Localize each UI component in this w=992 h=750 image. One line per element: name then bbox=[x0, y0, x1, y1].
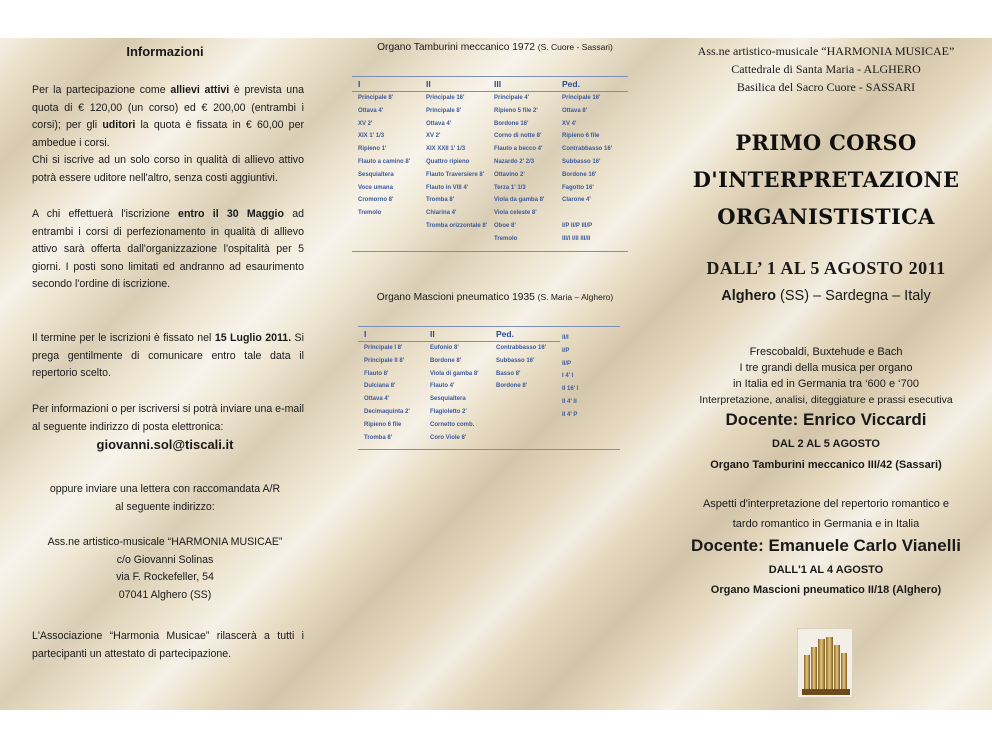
stop-name: Decimaquinta 2' bbox=[364, 408, 410, 415]
stop-name: Bordone 8' bbox=[430, 357, 462, 364]
deadline-text-2: Si prega gentilmente di comunicare entro tale data il repertorio scelto. bbox=[32, 332, 304, 380]
stop-name: Nazardo 2' 2/3 bbox=[494, 158, 535, 165]
stop-name: Basso 8' bbox=[496, 370, 521, 377]
venue-1: Cattedrale di Santa Maria - ALGHERO bbox=[731, 62, 921, 76]
course-title-line-2: D'INTERPRETAZIONE bbox=[692, 167, 960, 192]
stop-name: I/P II/P III/P bbox=[562, 222, 593, 229]
address-line-4: 07041 Alghero (SS) bbox=[118, 588, 212, 601]
organ1-column-pedal bbox=[562, 95, 612, 249]
hospitality-paragraph bbox=[32, 206, 304, 294]
stop-name: II 4' II bbox=[562, 398, 577, 405]
stop-name: Principale 16' bbox=[562, 95, 601, 101]
stop-name: I 4' I bbox=[562, 373, 574, 380]
stop-name: Flauto 4' bbox=[430, 383, 455, 390]
brochure-sheet bbox=[0, 38, 992, 710]
mail-instructions bbox=[20, 481, 310, 516]
info-panel bbox=[0, 38, 330, 710]
stop-name: Chiarina 4' bbox=[426, 210, 457, 217]
organ2-column-manual-2 bbox=[430, 345, 479, 447]
stop-name: Contrabbasso 16' bbox=[496, 345, 547, 351]
stop-name: Viola di gamba 8' bbox=[430, 370, 479, 377]
stop-name: Ottava 4' bbox=[358, 107, 384, 114]
organs-panel bbox=[330, 38, 660, 710]
organ2-stops-table bbox=[358, 326, 620, 450]
stop-name: III/I I/II III/II bbox=[562, 235, 591, 242]
stop-name: Bordone 16' bbox=[562, 171, 597, 178]
stop-name: Corno di notte 8' bbox=[494, 133, 542, 140]
organ1-header-pedal: Ped. bbox=[562, 79, 580, 89]
organ2-column-manual-1 bbox=[364, 345, 410, 447]
stop-name: XIX XXII 1' 1/3 bbox=[426, 146, 466, 153]
fees-text-2: è prevista una quota di € 120,00 (un corso) ed € 200,00 (entrambi i corsi); per gli bbox=[32, 84, 304, 132]
stop-name: Cromorno 8' bbox=[358, 197, 394, 204]
course2-description bbox=[660, 494, 992, 534]
hospitality-text-2: ad entrambi i corsi di perfezionamento in qualità di allievo attivo sarà offerta dall'organizzazione l'ospitalità per 5 giorni. I posti sono limitati ed andranno ad esaurimento secondo l'ordine di iscrizione. bbox=[32, 208, 304, 291]
contact-email-link[interactable]: giovanni.sol@tiscali.it bbox=[96, 437, 234, 452]
stop-name: I/P bbox=[562, 347, 570, 354]
organ1-header-rule bbox=[352, 91, 628, 92]
course1-line-3: in Italia ed in Germania tra ‘600 e ‘700 bbox=[733, 378, 919, 390]
organ1-title bbox=[330, 42, 660, 53]
cover-panel bbox=[660, 38, 992, 710]
stop-name: Ottava 8' bbox=[562, 107, 588, 114]
stop-name: XIX 1' 1/3 bbox=[358, 133, 385, 140]
stop-name: Clarone 4' bbox=[562, 197, 591, 204]
fees-text: Per la partecipazione come bbox=[32, 84, 171, 96]
location-city: Alghero bbox=[721, 288, 777, 304]
stop-name: II/I bbox=[562, 335, 569, 341]
stop-name: Dulciana 8' bbox=[364, 383, 396, 390]
stop-name: Voce umana bbox=[358, 184, 393, 191]
mail-instructions-line-2: al seguente indirizzo: bbox=[115, 500, 215, 513]
teacher2-name: Docente: Emanuele Carlo Vianelli bbox=[691, 536, 961, 555]
stop-name: Flauto 8' bbox=[364, 370, 389, 377]
course-location bbox=[660, 288, 992, 304]
stop-name: Flauto a becco 4' bbox=[494, 146, 543, 153]
stop-name: Flagioletto 2' bbox=[430, 408, 467, 415]
stop-name: Tremolo bbox=[358, 210, 382, 217]
stop-name: Bordone 16' bbox=[494, 120, 529, 127]
venue-2: Basilica del Sacro Cuore - SASSARI bbox=[736, 80, 916, 94]
postal-address bbox=[20, 534, 310, 604]
stop-name: Subbasso 16' bbox=[496, 357, 535, 364]
stop-name: Oboe 8' bbox=[494, 222, 516, 229]
info-title: Informazioni bbox=[126, 44, 204, 59]
course-title-line-1: PRIMO CORSO bbox=[735, 130, 917, 155]
organ2-header-rule bbox=[358, 341, 560, 342]
deadline-paragraph bbox=[32, 330, 304, 383]
organ1-column-manual-2 bbox=[426, 95, 487, 236]
stop-name: II 16' I bbox=[562, 386, 579, 393]
stop-name: Bordone 8' bbox=[496, 383, 528, 390]
deadline-date: 15 Luglio 2011. bbox=[214, 332, 292, 344]
stop-name: Ripieno 1' bbox=[358, 146, 387, 153]
mail-instructions-line-1: oppure inviare una lettera con raccomandata A/R bbox=[49, 483, 281, 495]
organ1-header-manual-2: II bbox=[426, 79, 431, 89]
deadline-text: Il termine per le iscrizioni è fissato nel bbox=[32, 332, 215, 344]
address-line-3: via F. Rockefeller, 54 bbox=[116, 571, 214, 584]
organ1-column-manual-1 bbox=[358, 95, 410, 223]
course1-line-1: Frescobaldi, Buxtehude e Bach bbox=[749, 346, 903, 358]
fees-text-3: la quota è fissata in € 60,00 per ambedue i corsi. bbox=[32, 119, 304, 149]
stop-name: Principale 8' bbox=[358, 95, 394, 101]
stop-name: Cornetto comb. bbox=[430, 421, 475, 428]
location-region: (SS) – Sardegna – Italy bbox=[776, 288, 931, 304]
stop-name: XV 2' bbox=[358, 120, 373, 127]
teacher1-organ: Organo Tamburini meccanico III/42 (Sassari) bbox=[710, 459, 942, 471]
organ2-location: (S. Maria – Alghero) bbox=[537, 292, 614, 302]
course2-line-2: tardo romantico in Germania e in Italia bbox=[732, 518, 920, 530]
organ2-column-couplers bbox=[562, 335, 578, 425]
stop-name: Principale 16' bbox=[426, 95, 465, 101]
address-line-1: Ass.ne artistico-musicale “HARMONIA MUSICAE” bbox=[47, 536, 283, 548]
stop-name: Contrabbasso 16' bbox=[562, 146, 613, 153]
stop-name: Subbasso 16' bbox=[562, 158, 601, 165]
organ1-column-manual-3 bbox=[494, 95, 544, 249]
stop-name: Viola da gamba 8' bbox=[494, 197, 545, 204]
organ1-header-manual-3: III bbox=[494, 79, 502, 89]
organ2-name: Organo Mascioni pneumatico 1935 bbox=[376, 292, 538, 303]
stop-name: Ripieno 6 file bbox=[364, 421, 402, 428]
teacher1-name: Docente: Enrico Viccardi bbox=[725, 410, 927, 429]
organ1-name: Organo Tamburini meccanico 1972 bbox=[377, 42, 538, 53]
organ-pipes-icon bbox=[797, 628, 853, 698]
stop-name: Sesquialtera bbox=[358, 171, 394, 178]
stop-name: II 4' P bbox=[562, 411, 578, 418]
stop-name: Tromba 8' bbox=[364, 434, 393, 441]
hospitality-deadline: entro il 30 Maggio bbox=[178, 208, 284, 220]
course1-line-2: I tre grandi della musica per organo bbox=[739, 362, 913, 374]
course-title-line-3: ORGANISTISTICA bbox=[717, 204, 935, 229]
course1-description bbox=[660, 344, 992, 408]
stop-name: Coro Viole 8' bbox=[430, 434, 467, 441]
stop-name: Principale 8' bbox=[426, 107, 462, 114]
stop-name: Principale II 8' bbox=[364, 357, 405, 364]
organ2-header-manual-2: II bbox=[430, 329, 435, 339]
stop-name: Sesquialtera bbox=[430, 396, 466, 403]
organ1-header-manual-1: I bbox=[358, 79, 361, 89]
stop-name: Principale I 8' bbox=[364, 345, 403, 351]
organ2-column-pedal bbox=[496, 345, 546, 396]
stop-name: Flauto a camino 8' bbox=[358, 158, 411, 165]
contact-paragraph: Per informazioni o per iscriversi si potrà inviare una e-mail al seguente indirizzo di posta elettronica: bbox=[32, 403, 305, 433]
stop-name: Viola celeste 8' bbox=[494, 210, 537, 217]
certificate-paragraph: L'Associazione “Harmonia Musicae” rilascerà a tutti i partecipanti un attestato di partecipazione. bbox=[32, 630, 304, 660]
teacher2-organ: Organo Mascioni pneumatico II/18 (Alghero) bbox=[710, 584, 942, 596]
stop-name: Ripieno 5 file 2' bbox=[494, 107, 538, 114]
organ1-location: (S. Cuore - Sassari) bbox=[537, 42, 613, 52]
stop-name: Eufonio 8' bbox=[430, 345, 459, 351]
organizer-block bbox=[660, 42, 992, 96]
teacher2-dates: DALL'1 AL 4 AGOSTO bbox=[768, 564, 884, 576]
course-title bbox=[660, 124, 992, 235]
stop-name: Terza 1' 1/3 bbox=[494, 184, 526, 191]
course1-line-4: Interpretazione, analisi, diteggiature e prassi esecutiva bbox=[699, 394, 953, 406]
teacher1-dates: DAL 2 AL 5 AGOSTO bbox=[772, 438, 880, 450]
stop-name: Ottava 4' bbox=[364, 396, 390, 403]
stop-name: Quattro ripieno bbox=[426, 158, 470, 165]
fees-bold-auditors: uditori bbox=[102, 119, 136, 132]
stop-name: II/P bbox=[562, 360, 572, 367]
fees-bold-active: allievi attivi bbox=[170, 84, 230, 96]
organ2-header-manual-1: I bbox=[364, 329, 367, 339]
fees-text-4: Chi si iscrive ad un solo corso in qualità di allievo attivo potrà essere uditore nell'altro, senza costi aggiuntivi. bbox=[32, 154, 304, 184]
stop-name: Principale 4' bbox=[494, 95, 530, 101]
course-dates: DALL’ 1 AL 5 AGOSTO 2011 bbox=[706, 258, 946, 278]
stop-name: Tremolo bbox=[494, 235, 518, 242]
organ1-stops-table bbox=[352, 76, 628, 252]
stop-name bbox=[562, 210, 612, 223]
hospitality-text: A chi effettuerà l'iscrizione bbox=[32, 208, 179, 220]
stop-name: Flauto Traversiere 8' bbox=[426, 171, 485, 178]
course2-line-1: Aspetti d'interpretazione del repertorio romantico e bbox=[702, 498, 950, 510]
stop-name: Ripieno 6 file bbox=[562, 133, 600, 140]
stop-name: Tromba 8' bbox=[426, 197, 455, 204]
fees-paragraph bbox=[32, 82, 304, 188]
stop-name: Flauto in VIII 4' bbox=[426, 184, 469, 191]
stop-name: Ottava 4' bbox=[426, 120, 452, 127]
stop-name: Tromba orizzontale 8' bbox=[426, 222, 488, 229]
organizer-name: Ass.ne artistico-musicale “HARMONIA MUSICAE” bbox=[697, 44, 955, 58]
stop-name: XV 4' bbox=[562, 120, 577, 127]
stop-name: Fagotto 16' bbox=[562, 184, 594, 191]
stop-name: XV 2' bbox=[426, 133, 441, 140]
stop-name: Ottavino 2' bbox=[494, 171, 525, 178]
organ2-title bbox=[330, 292, 660, 303]
organ2-header-pedal: Ped. bbox=[496, 329, 514, 339]
address-line-2: c/o Giovanni Solinas bbox=[116, 553, 214, 566]
